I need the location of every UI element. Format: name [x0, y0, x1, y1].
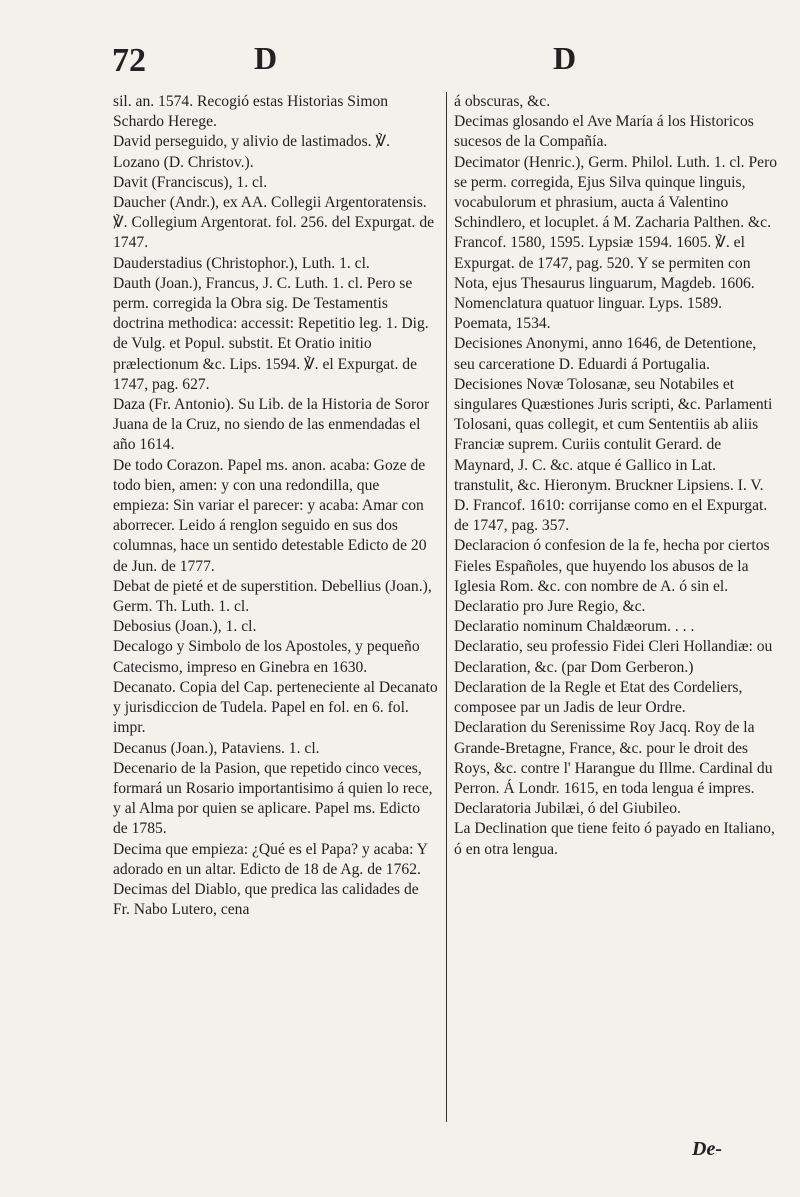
entry: sil. an. 1574. Recogió estas Historias Simon Schardo Herege. [113, 93, 389, 131]
entry: á obscuras, &c. [454, 93, 551, 110]
section-letter-left: D [254, 40, 278, 76]
entry: Debosius (Joan.), 1. cl. [113, 618, 257, 636]
right-column [454, 92, 779, 860]
entry: Decimas glosando el Ave María á los Historicos sucesos de la Compañía. [454, 113, 754, 151]
entry: Daucher (Andr.), ex AA. Collegii Argentoratensis. ℣. Collegium Argentorat. fol. 256. del Expurgat. de 1747. [113, 194, 435, 252]
entry: Decimator (Henric.), Germ. Philol. Luth. 1. cl. Pero se perm. corregida, Ejus Silva quinque linguis, vocabulorum et phrasium, aucta á Valentino Schindlero, et locuplet. á M. Zacharia Palthen. &c. Francof. 1580, 1595. Lypsiæ 1594. 1605. ℣. el Expurgat. de 1747, pag. 520. Y se permiten con Nota, ejus Thesaurus linguarum, Magdeb. 1606. Nomenclatura quatuor linguar. Lyps. 1589. Poemata, 1534. [454, 153, 778, 333]
catchword: De- [692, 1138, 722, 1160]
column-divider [446, 92, 447, 1122]
entry: Declaracion ó confesion de la fe, hecha por ciertos Fieles Españoles, que huyendo los abusos de la Iglesia Rom. &c. con nombre de A. ó sin el. [454, 537, 770, 595]
entry: Decanus (Joan.), Pataviens. 1. cl. [113, 739, 320, 757]
entry: Dauth (Joan.), Francus, J. C. Luth. 1. cl. Pero se perm. corregida la Obra sig. De Testamentis doctrina methodica: accessit: Repetitio leg. 1. Dig. de Vulg. et Popul. substit. Et Oratio initio prælectionum &c. Lips. 1594. ℣. el Expurgat. de 1747, pag. 627. [113, 274, 429, 393]
entry: David perseguido, y alivio de lastimados. ℣. Lozano (D. Christov.). [113, 133, 391, 171]
entry: Declaratoria Jubilæi, ó del Giubileo. [454, 800, 681, 818]
entry: Decisiones Novæ Tolosanæ, seu Notabiles et singulares Quæstiones Juris scripti, &c. Parlamenti Tolosani, quas collegit, et cum Sententiis ab aliis Franciæ suprem. Curiis contulit Gerard. de Maynard, J. C. &c. atque é Gallico in Lat. transtulit, &c. Hieronym. Bruckner Lipsiens. I. V. D. Francof. 1610: corrijanse como en el Expurgat. de 1747, pag. 357. [454, 375, 773, 535]
entry: Decimas del Diablo, que predica las calidades de Fr. Nabo Lutero, cena [113, 880, 419, 919]
entry: Decima que empieza: ¿Qué es el Papa? y acaba: Y adorado en un altar. Edicto de 18 de Ag. de 1762. [113, 840, 428, 878]
left-column [113, 92, 438, 920]
entry: Dauderstadius (Christophor.), Luth. 1. cl. [113, 254, 370, 272]
entry: De todo Corazon. Papel ms. anon. acaba: Goze de todo bien, amen: y con una redondilla, que empieza: Sin variar el parecer: y acaba: Amar con aborrecer. Leido á renglon seguido en sus dos columnas, hace un sentido detestable Edicto de 20 de Jun. de 1777. [113, 456, 427, 575]
entry: Declaratio nominum Chaldæorum. . . . [454, 618, 695, 636]
entry: Debat de pieté et de superstition. Debellius (Joan.), Germ. Th. Luth. 1. cl. [113, 577, 432, 616]
entry: Decisiones Anonymi, anno 1646, de Detentione, seu carceratione D. Eduardi á Portugalia. [454, 335, 757, 373]
page-number: 72 [112, 42, 146, 79]
entry: Declaration de la Regle et Etat des Cordeliers, composee par un Jadis de leur Ordre. [454, 678, 743, 717]
entry: Declaratio pro Jure Regio, &c. [454, 598, 646, 616]
entry: Daza (Fr. Antonio). Su Lib. de la Historia de Soror Juana de la Cruz, no siendo de las enmendadas el año 1614. [113, 396, 430, 454]
page-header [0, 38, 800, 92]
entry: Declaratio, seu professio Fidei Cleri Hollandiæ: ou Declaration, &c. (par Dom Gerberon.) [454, 638, 773, 676]
entry: La Declination que tiene feito ó payado en Italiano, ó en otra lengua. [454, 820, 775, 858]
entry: Decenario de la Pasion, que repetido cinco veces, formará un Rosario importantisimo á quien lo rece, y al Alma por quien se aplicare. Papel ms. Edicto de 1785. [113, 759, 433, 838]
entry: Decalogo y Simbolo de los Apostoles, y pequeño Catecismo, impreso en Ginebra en 1630. [113, 638, 420, 676]
entry: Decanato. Copia del Cap. perteneciente al Decanato y jurisdiccion de Tudela. Papel en fol. en 6. fol. impr. [113, 678, 438, 737]
entry: Davit (Franciscus), 1. cl. [113, 173, 268, 191]
entry: Declaration du Serenissime Roy Jacq. Roy de la Grande-Bretagne, France, &c. pour le droit des Roys, &c. contre l' Harangue du Illme. Cardinal du Perron. Á Londr. 1615, en toda lengua é impres. [454, 719, 773, 797]
section-letter-right: D [553, 40, 577, 76]
